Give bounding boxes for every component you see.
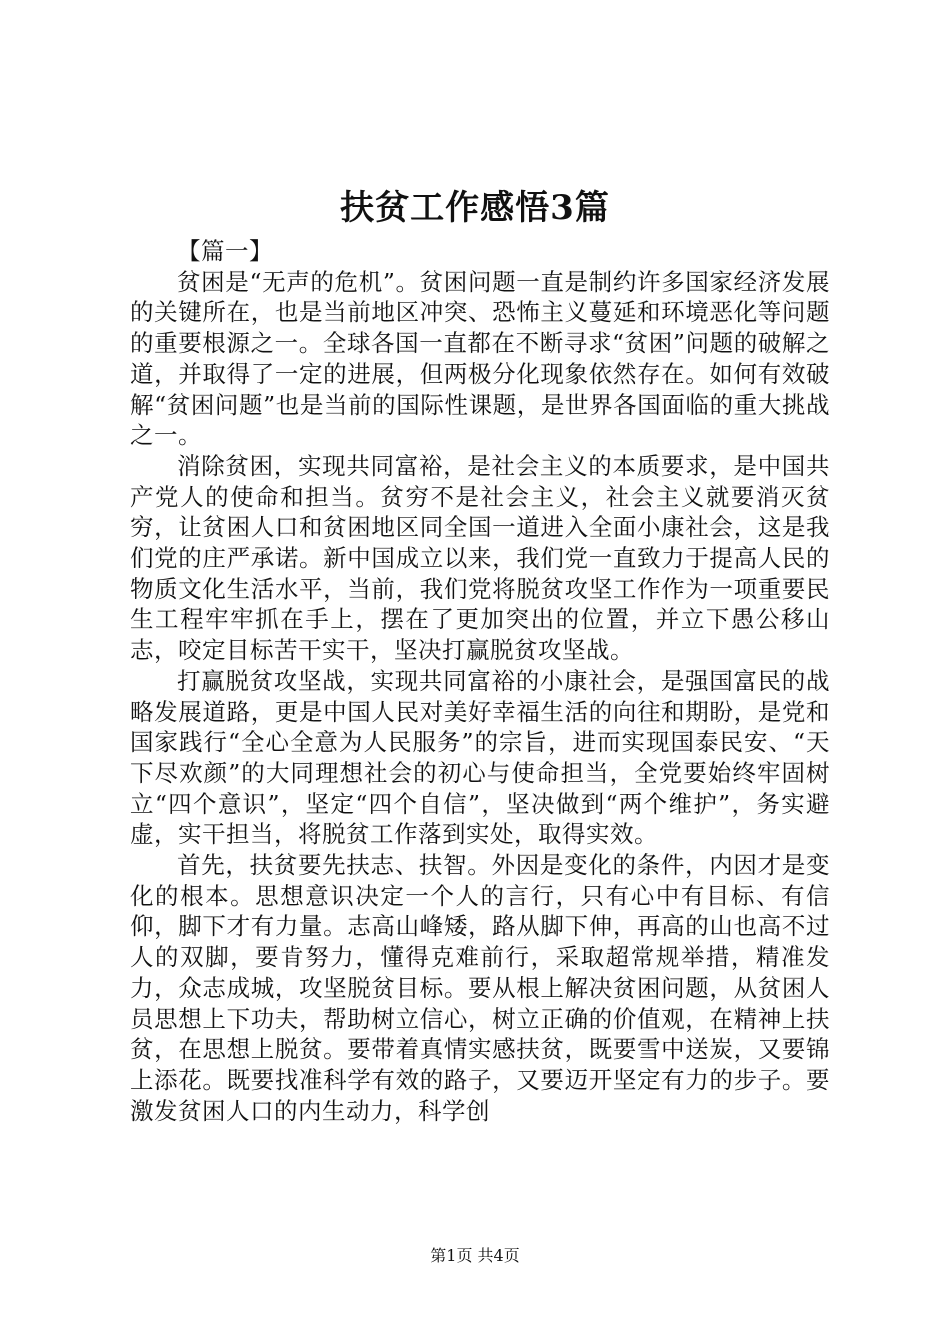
document-title: 扶贫工作感悟3篇	[340, 188, 610, 228]
paragraph-2: 消除贫困，实现共同富裕，是社会主义的本质要求，是中国共产党人的使命和担当。贫穷不是社会主义，社会主义就要消灭贫穷，让贫困人口和贫困地区同全国一道进入全面小康社会，这是我们党的庄严承诺。新中国成立以来，我们党一直致力于提高人民的物质文化生活水平，当前，我们党将脱贫攻坚工作作为一项重要民生工程牢牢抓在手上，摆在了更加突出的位置，并立下愚公移山志，咬定目标苦干实干，坚决打赢脱贫攻坚战。	[130, 451, 830, 665]
paragraph-1: 贫困是“无声的危机”。贫困问题一直是制约许多国家经济发展的关键所在，也是当前地区冲突、恐怖主义蔓延和环境恶化等问题的重要根源之一。全球各国一直都在不断寻求“贫困”问题的破解之道，并取得了一定的进展，但两极分化现象依然存在。如何有效破解“贫困问题”也是当前的国际性课题，是世界各国面临的重大挑战之一。	[130, 267, 830, 450]
paragraph-3: 打赢脱贫攻坚战，实现共同富裕的小康社会，是强国富民的战略发展道路，更是中国人民对美好幸福生活的向往和期盼，是党和国家践行“全心全意为人民服务”的宗旨，进而实现国泰民安、“天下尽欢颜”的大同理想社会的初心与使命担当，全党要始终牢固树立“四个意识”，坚定“四个自信”，坚决做到“两个维护”，务实避虚，实干担当，将脱贫工作落到实处，取得实效。	[130, 666, 830, 849]
document-body	[130, 236, 830, 1126]
page-footer: 第1页 共4页	[430, 1246, 520, 1265]
paragraph-4: 首先，扶贫要先扶志、扶智。外因是变化的条件，内因才是变化的根本。思想意识决定一个人的言行，只有心中有目标、有信仰，脚下才有力量。志高山峰矮，路从脚下伸，再高的山也高不过人的双脚，要肯努力，懂得克难前行，采取超常规举措，精准发力，众志成城，攻坚脱贫目标。要从根上解决贫困问题，从贫困人员思想上下功夫，帮助树立信心，树立正确的价值观，在精神上扶贫，在思想上脱贫。要带着真情实感扶贫，既要雪中送炭，又要锦上添花。既要找准科学有效的路子，又要迈开坚定有力的步子。要激发贫困人口的内生动力，科学创	[130, 851, 830, 1125]
section-label: 【篇一】	[177, 237, 273, 265]
